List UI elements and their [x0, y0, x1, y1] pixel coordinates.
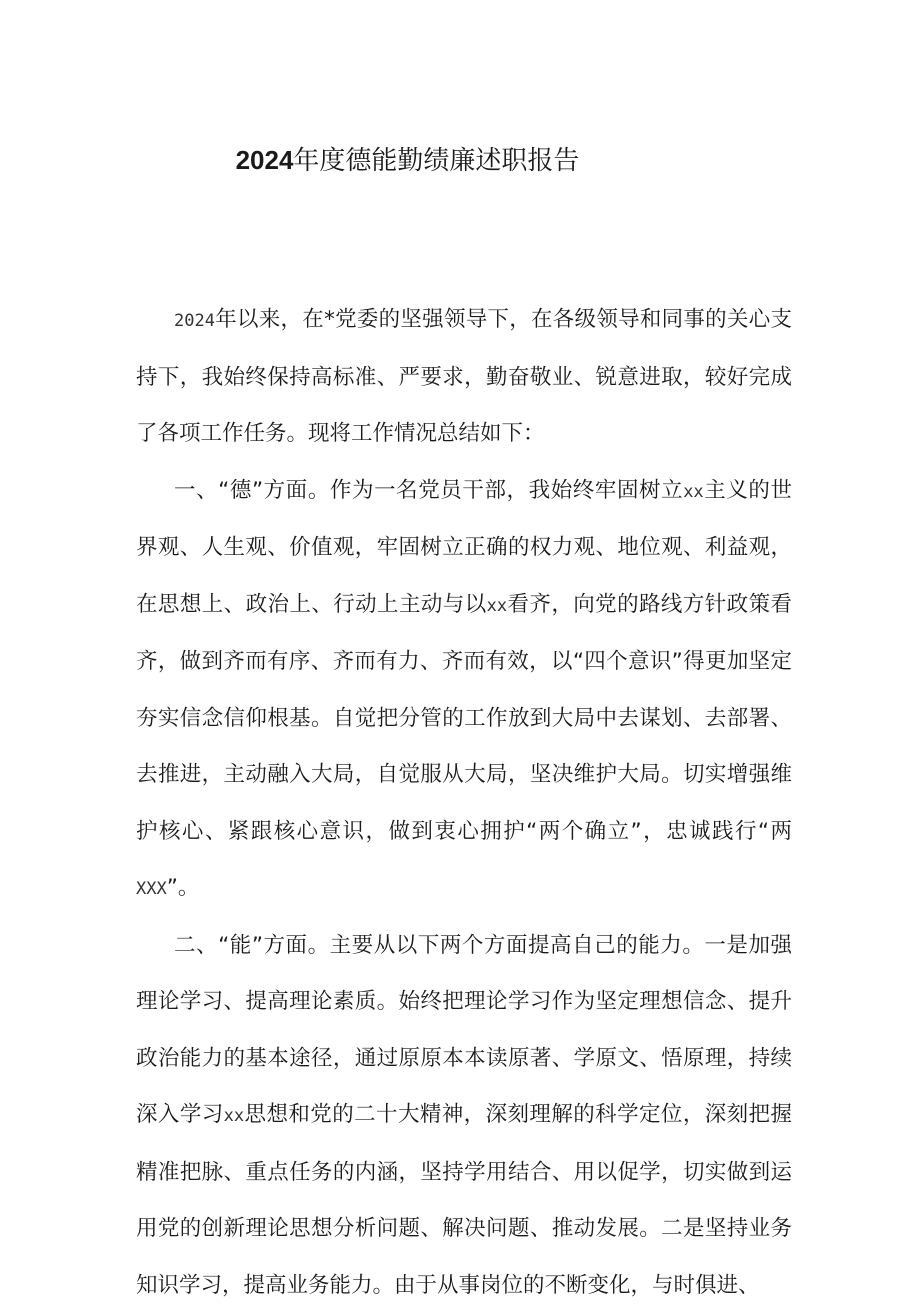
latin-run: xx [487, 596, 507, 616]
text-run: 思想和党的二十大精神，深刻理解的科学定位，深刻把握精准把脉、重点任务的内涵，坚持学用结合、用以促学，切实做到运用党的创新理论思想分析问题、解决问题、推动发展。二是坚持业务知识学习，提高业务能力。由于从事岗位的不断变化，与时俱进、 [136, 1102, 792, 1298]
title-year: 2024 [236, 145, 294, 175]
text-run: 年以来，在*党委的坚强领导下，在各级领导和同事的关心支持下，我始终保持高标准、严要求，勤奋敬业、锐意进取，较好完成了各项工作任务。现将工作情况总结如下： [136, 307, 792, 446]
text-run: 看齐，向党的路线方针政策看齐，做到齐而有序、齐而有力、齐而有效，以“四个意识”得更加坚定夯实信念信仰根基。自觉把分管的工作放到大局中去谋划、去部署、去推进，主动融入大局，自觉服从大局，坚决维护大局。切实增强维护核心、紧跟核心意识，做到衷心拥护“两个确立”，忠诚践行“两 [136, 592, 792, 844]
paragraph-neng [136, 918, 792, 1314]
latin-run: XXX [136, 879, 167, 899]
text-run: 二、“能”方面。主要从以下两个方面提高自己的能力。一是加强理论学习、提高理论素质。始终把理论学习作为坚定理想信念、提升政治能力的基本途径，通过原原本本读原著、学原文、悟原理，持续深入学习 [136, 933, 792, 1128]
text-run: 一、“德”方面。作为一名党员干部，我始终牢固树立 [174, 478, 683, 503]
document-title [0, 136, 815, 185]
text-run: 主义的世界观、人生观、价值观，牢固树立正确的权力观、地位观、利益观，在思想上、政治上、行动上主动与以 [136, 478, 792, 617]
latin-run: xx [683, 482, 703, 502]
latin-run: 2024 [174, 311, 215, 331]
title-text: 年度德能勤绩廉述职报告 [293, 146, 579, 176]
paragraph-de [136, 463, 792, 918]
text-run: ”。 [167, 875, 200, 900]
paragraph-intro [136, 292, 792, 463]
document-body [136, 292, 792, 1314]
latin-run: xx [224, 1106, 244, 1126]
